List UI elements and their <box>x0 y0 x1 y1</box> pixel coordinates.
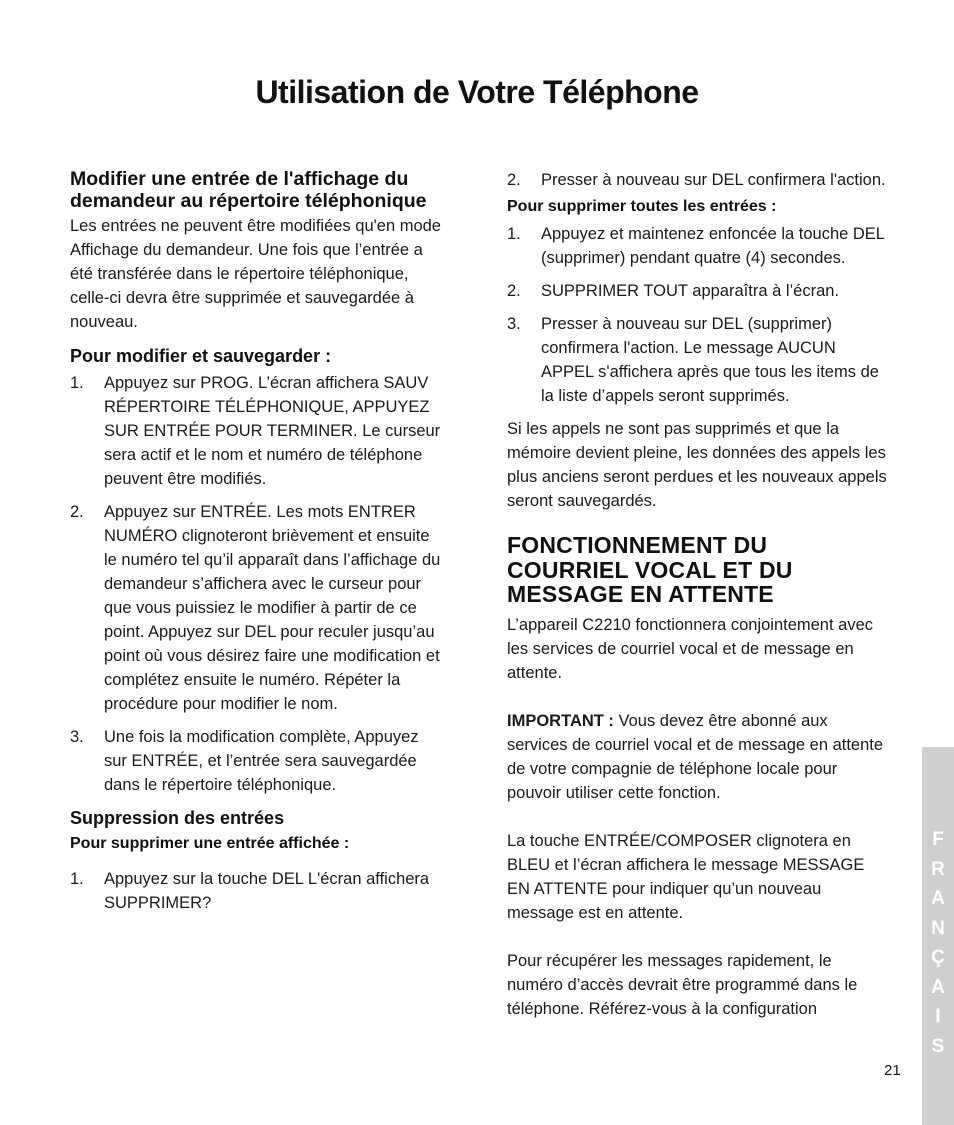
delete-one-steps-continued <box>507 168 889 192</box>
step-number: 3. <box>70 728 84 746</box>
list-item <box>507 168 889 192</box>
language-letter: A <box>931 888 945 909</box>
step-text: SUPPRIMER TOUT apparaîtra à l’écran. <box>541 282 840 300</box>
step-number: 2. <box>507 171 521 189</box>
step-text: Appuyez et maintenez enfoncée la touche DEL (supprimer) pendant quatre (4) secondes. <box>541 225 885 267</box>
left-column <box>70 168 446 924</box>
memory-note-text: Si les appels ne sont pas supprimés et que la mémoire devient pleine, les données des appels les plus anciens seront perdues et les nouveaux appels seront sauvegardés. <box>507 420 887 510</box>
language-tab-letters <box>922 825 954 1061</box>
step-number: 1. <box>70 870 84 888</box>
page-number: 21 <box>884 1062 901 1079</box>
voicemail-intro-text: L’appareil C2210 fonctionnera conjointement avec les services de courriel vocal et de message en attente. <box>507 615 873 682</box>
step-text: Appuyez sur ENTRÉE. Les mots ENTRER NUMÉRO clignoteront brièvement et ensuite le numéro tel qu’il apparaît dans l’affichage du demandeur s’affichera avec le curseur pour que vous puissiez le modifier à partir de ce point. Appuyez sur DEL pour reculer jusqu’au point où vous désirez faire une modification et complétez ensuite le numéro. Répéter la procédure pour modifier le nom. <box>104 503 441 713</box>
step-number: 1. <box>70 374 84 392</box>
step-number: 2. <box>70 503 84 521</box>
language-letter: R <box>931 858 945 880</box>
language-letter: N <box>931 917 945 939</box>
important-label: IMPORTANT : <box>507 711 614 730</box>
language-letter: S <box>931 1035 945 1057</box>
important-text: Vous devez être abonné aux services de courriel vocal et de message en attente de votre compagnie de téléphone locale pour pouvoir utiliser cette fonction. <box>507 711 884 802</box>
page-title: Utilisation de Votre Téléphone <box>255 74 699 110</box>
step-text: Une fois la modification complète, Appuyez sur ENTRÉE, et l’entrée sera sauvegardée dans le répertoire téléphonique. <box>104 728 419 794</box>
language-tab-francais <box>922 747 954 1125</box>
language-letter: F <box>932 829 944 850</box>
step-text: Appuyez sur PROG. L’écran affichera SAUV RÉPERTOIRE TÉLÉPHONIQUE, APPUYEZ SUR ENTRÉE POUR TERMINER. Le curseur sera actif et le nom et numéro de téléphone peuvent être modifiés. <box>104 374 441 488</box>
list-item <box>70 371 446 491</box>
heading-delete-entries: Suppression des entrées <box>70 808 285 828</box>
blink-info-text: La touche ENTRÉE/COMPOSER clignotera en BLEU et l’écran affichera le message MESSAGE EN ATTENTE pour indiquer qu’un nouveau message est en attente. <box>507 831 865 922</box>
heading-modify-entry: Modifier une entrée de l'affichage du demandeur au répertoire téléphonique <box>70 168 427 212</box>
step-text: Appuyez sur la touche DEL L'écran affichera SUPPRIMER? <box>104 870 430 912</box>
list-item <box>70 725 446 797</box>
step-number: 3. <box>507 315 521 333</box>
step-number: 2. <box>507 282 521 300</box>
retrieve-info-text: Pour récupérer les messages rapidement, le numéro d’accès devrait être programmé dans le téléphone. Référez-vous à la configuration <box>507 951 858 1018</box>
delete-one-steps-list <box>70 867 446 915</box>
list-item <box>70 867 446 915</box>
heading-voicemail: FONCTIONNEMENT DU COURRIEL VOCAL ET DU MESSAGE EN ATTENTE <box>507 532 793 607</box>
step-text: Presser à nouveau sur DEL confirmera l'action. <box>541 171 886 189</box>
list-item <box>507 279 889 303</box>
step-text: Presser à nouveau sur DEL (supprimer) confirmera l'action. Le message AUCUN APPEL s'affichera après que tous les items de la liste d’appels seront supprimés. <box>541 315 879 405</box>
language-letter: A <box>931 976 945 998</box>
right-column <box>507 168 889 1021</box>
save-steps-list <box>70 371 446 797</box>
step-number: 1. <box>507 225 521 243</box>
heading-modify-save: Pour modifier et sauvegarder : <box>70 346 332 366</box>
delete-all-steps-list <box>507 222 889 408</box>
list-item <box>507 222 889 270</box>
list-item <box>507 312 889 408</box>
important-paragraph <box>507 709 889 805</box>
language-letter: Ç <box>931 947 945 968</box>
language-letter: I <box>935 1006 941 1027</box>
heading-delete-all: Pour supprimer toutes les entrées : <box>507 198 777 215</box>
list-item <box>70 500 446 716</box>
modify-intro-text: Les entrées ne peuvent être modifiées qu'en mode Affichage du demandeur. Une fois que l’entrée a été transférée dans le répertoire téléphonique, celle-ci devra être supprimée et sauvegardée à nouveau. <box>70 217 441 331</box>
heading-delete-one: Pour supprimer une entrée affichée : <box>70 835 350 852</box>
